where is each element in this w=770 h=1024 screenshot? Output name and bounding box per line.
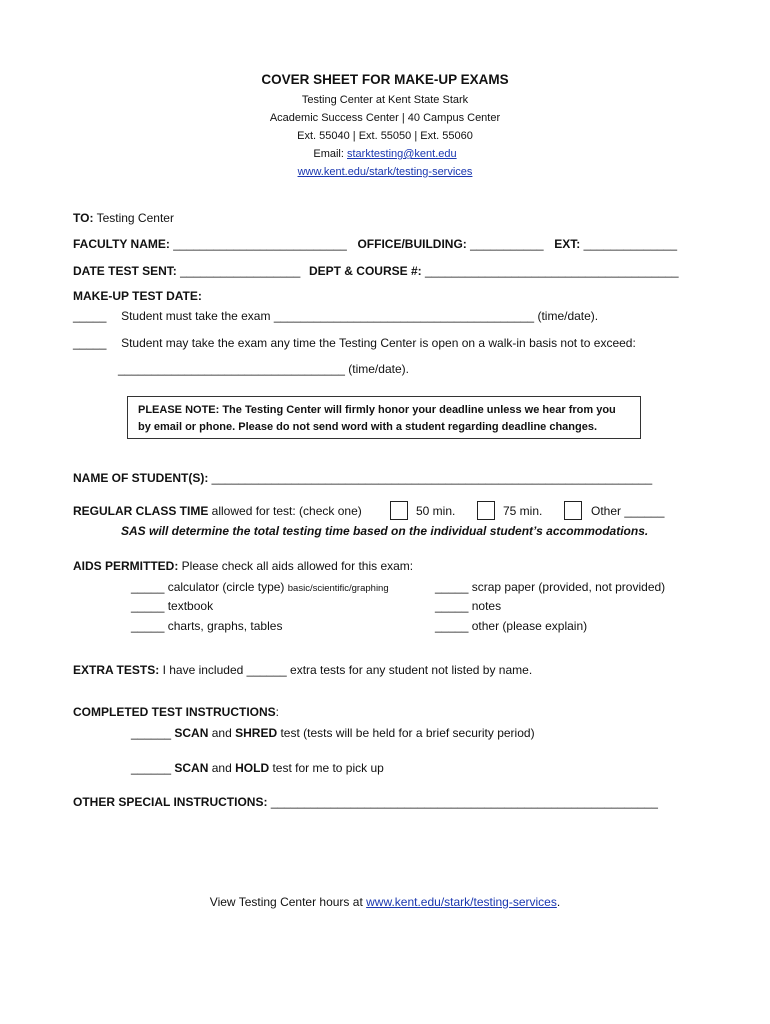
makeup-option-1-blank[interactable]: _____ [73, 309, 107, 323]
scan-hold-rest: test for me to pick up [269, 761, 384, 775]
ext-label: EXT: [554, 237, 581, 251]
option-other-label: Other ______ [591, 504, 665, 518]
aid-scrap-paper [435, 580, 665, 594]
aid-notes-text: notes [471, 599, 502, 613]
office-field[interactable]: ___________ [470, 237, 544, 251]
makeup-date-label: MAKE-UP TEST DATE: [73, 289, 202, 303]
extra-tests-label: EXTRA TESTS: [73, 663, 160, 677]
dept-course-field[interactable]: ______________________________________ [424, 264, 679, 278]
faculty-row [73, 237, 677, 251]
student-name-field[interactable]: __________________________________________________________________ [211, 471, 653, 485]
center-extensions: Ext. 55040 | Ext. 55050 | Ext. 55060 [297, 130, 473, 142]
other-instructions-row [73, 795, 658, 809]
aid-calculator [131, 580, 389, 594]
aid-scrap-paper-blank[interactable]: _____ [435, 580, 469, 594]
makeup-option-2-deadline [118, 362, 409, 376]
center-location: Academic Success Center | 40 Campus Center [269, 112, 501, 124]
makeup-option-2-field[interactable]: __________________________________ [118, 362, 345, 376]
page-title: COVER SHEET FOR MAKE-UP EXAMS [261, 72, 509, 87]
sas-note: SAS will determine the total testing time based on the individual student’s accommodations. [121, 524, 649, 538]
scan-shred-shred: SHRED [235, 726, 278, 740]
makeup-option-2-text: Student may take the exam any time the Testing Center is open on a walk-in basis not to exceed: [121, 336, 636, 350]
class-time-row [73, 504, 362, 518]
aid-textbook-blank[interactable]: _____ [131, 599, 165, 613]
footer-end: . [556, 895, 561, 909]
aid-other-blank[interactable]: _____ [435, 619, 469, 633]
aid-textbook-text: textbook [167, 599, 214, 613]
faculty-name-field[interactable]: __________________________ [173, 237, 347, 251]
aids-row [73, 559, 413, 573]
makeup-option-1-text: Student must take the exam [121, 309, 271, 323]
completed-instructions-row [73, 705, 279, 719]
aid-calculator-types: basic/scientific/graphing [287, 583, 389, 594]
footer-text: View Testing Center hours at [209, 895, 367, 909]
scan-hold-option [131, 761, 384, 775]
extra-tests-field[interactable]: ______ [246, 663, 287, 677]
option-75-min-label: 75 min. [503, 504, 543, 518]
makeup-option-2 [73, 336, 636, 350]
class-time-label: REGULAR CLASS TIME [73, 504, 209, 518]
aid-charts-text: charts, graphs, tables [167, 619, 283, 633]
aid-charts-blank[interactable]: _____ [131, 619, 165, 633]
email-label: Email: [313, 148, 344, 160]
class-time-text: allowed for test: (check one) [208, 504, 362, 518]
scan-shred-rest: test (tests will be held for a brief security period) [277, 726, 535, 740]
to-row [73, 211, 174, 225]
scan-shred-option [131, 726, 535, 740]
ext-field[interactable]: ______________ [583, 237, 678, 251]
checkbox-75-min[interactable] [477, 501, 495, 520]
completed-instructions-colon: : [275, 705, 280, 719]
extra-tests-row [73, 663, 532, 677]
website-line [0, 166, 770, 178]
email-line [0, 148, 770, 160]
aid-notes [435, 599, 501, 613]
website-link[interactable]: www.kent.edu/stark/testing-services [297, 166, 473, 178]
aid-calculator-blank[interactable]: _____ [131, 580, 165, 594]
makeup-option-2-suffix: (time/date). [348, 362, 409, 376]
dept-course-label: DEPT & COURSE #: [308, 264, 422, 278]
aid-textbook [131, 599, 213, 613]
aid-other-text: other (please explain) [471, 619, 588, 633]
scan-shred-scan: SCAN [174, 726, 209, 740]
deadline-note-text: PLEASE NOTE: The Testing Center will firmly honor your deadline unless we hear from you by email or phone. Please do not send word with a student regarding deadline changes. [138, 404, 616, 433]
date-sent-field[interactable]: __________________ [180, 264, 301, 278]
makeup-option-1 [73, 309, 598, 323]
scan-hold-scan: SCAN [174, 761, 209, 775]
extra-tests-pre: I have included [159, 663, 247, 677]
makeup-option-1-suffix: (time/date). [537, 309, 599, 323]
faculty-name-label: FACULTY NAME: [73, 237, 170, 251]
scan-hold-and: and [208, 761, 236, 775]
date-sent-label: DATE TEST SENT: [73, 264, 177, 278]
option-50-min-label: 50 min. [416, 504, 456, 518]
student-row [73, 471, 652, 485]
aid-scrap-paper-text: scrap paper (provided, not provided) [471, 580, 666, 594]
student-name-label: NAME OF STUDENT(S): [73, 471, 209, 485]
makeup-option-1-field[interactable]: _______________________________________ [273, 309, 535, 323]
to-label: TO: [73, 211, 94, 225]
aid-notes-blank[interactable]: _____ [435, 599, 469, 613]
completed-instructions-label: COMPLETED TEST INSTRUCTIONS [73, 705, 276, 719]
footer-website-link[interactable]: www.kent.edu/stark/testing-services [366, 895, 557, 909]
footer-line [0, 895, 770, 909]
scan-shred-blank[interactable]: ______ [131, 726, 172, 740]
deadline-note-box [127, 396, 641, 439]
extra-tests-post: extra tests for any student not listed by name. [286, 663, 533, 677]
center-name: Testing Center at Kent State Stark [301, 94, 469, 106]
date-row [73, 264, 679, 278]
aids-label: AIDS PERMITTED: [73, 559, 179, 573]
scan-hold-hold: HOLD [235, 761, 270, 775]
scan-hold-blank[interactable]: ______ [131, 761, 172, 775]
office-label: OFFICE/BUILDING: [357, 237, 467, 251]
other-instructions-field[interactable]: __________________________________________________________ [270, 795, 658, 809]
makeup-option-2-blank[interactable]: _____ [73, 336, 107, 350]
scan-shred-and: and [208, 726, 236, 740]
aid-calculator-text: calculator (circle type) [167, 580, 285, 594]
email-link[interactable]: starktesting@kent.edu [347, 148, 457, 160]
to-value: Testing Center [96, 211, 174, 225]
aid-charts [131, 619, 282, 633]
other-instructions-label: OTHER SPECIAL INSTRUCTIONS: [73, 795, 268, 809]
aid-other [435, 619, 587, 633]
checkbox-50-min[interactable] [390, 501, 408, 520]
checkbox-other[interactable] [564, 501, 582, 520]
aids-text: Please check all aids allowed for this exam: [178, 559, 414, 573]
